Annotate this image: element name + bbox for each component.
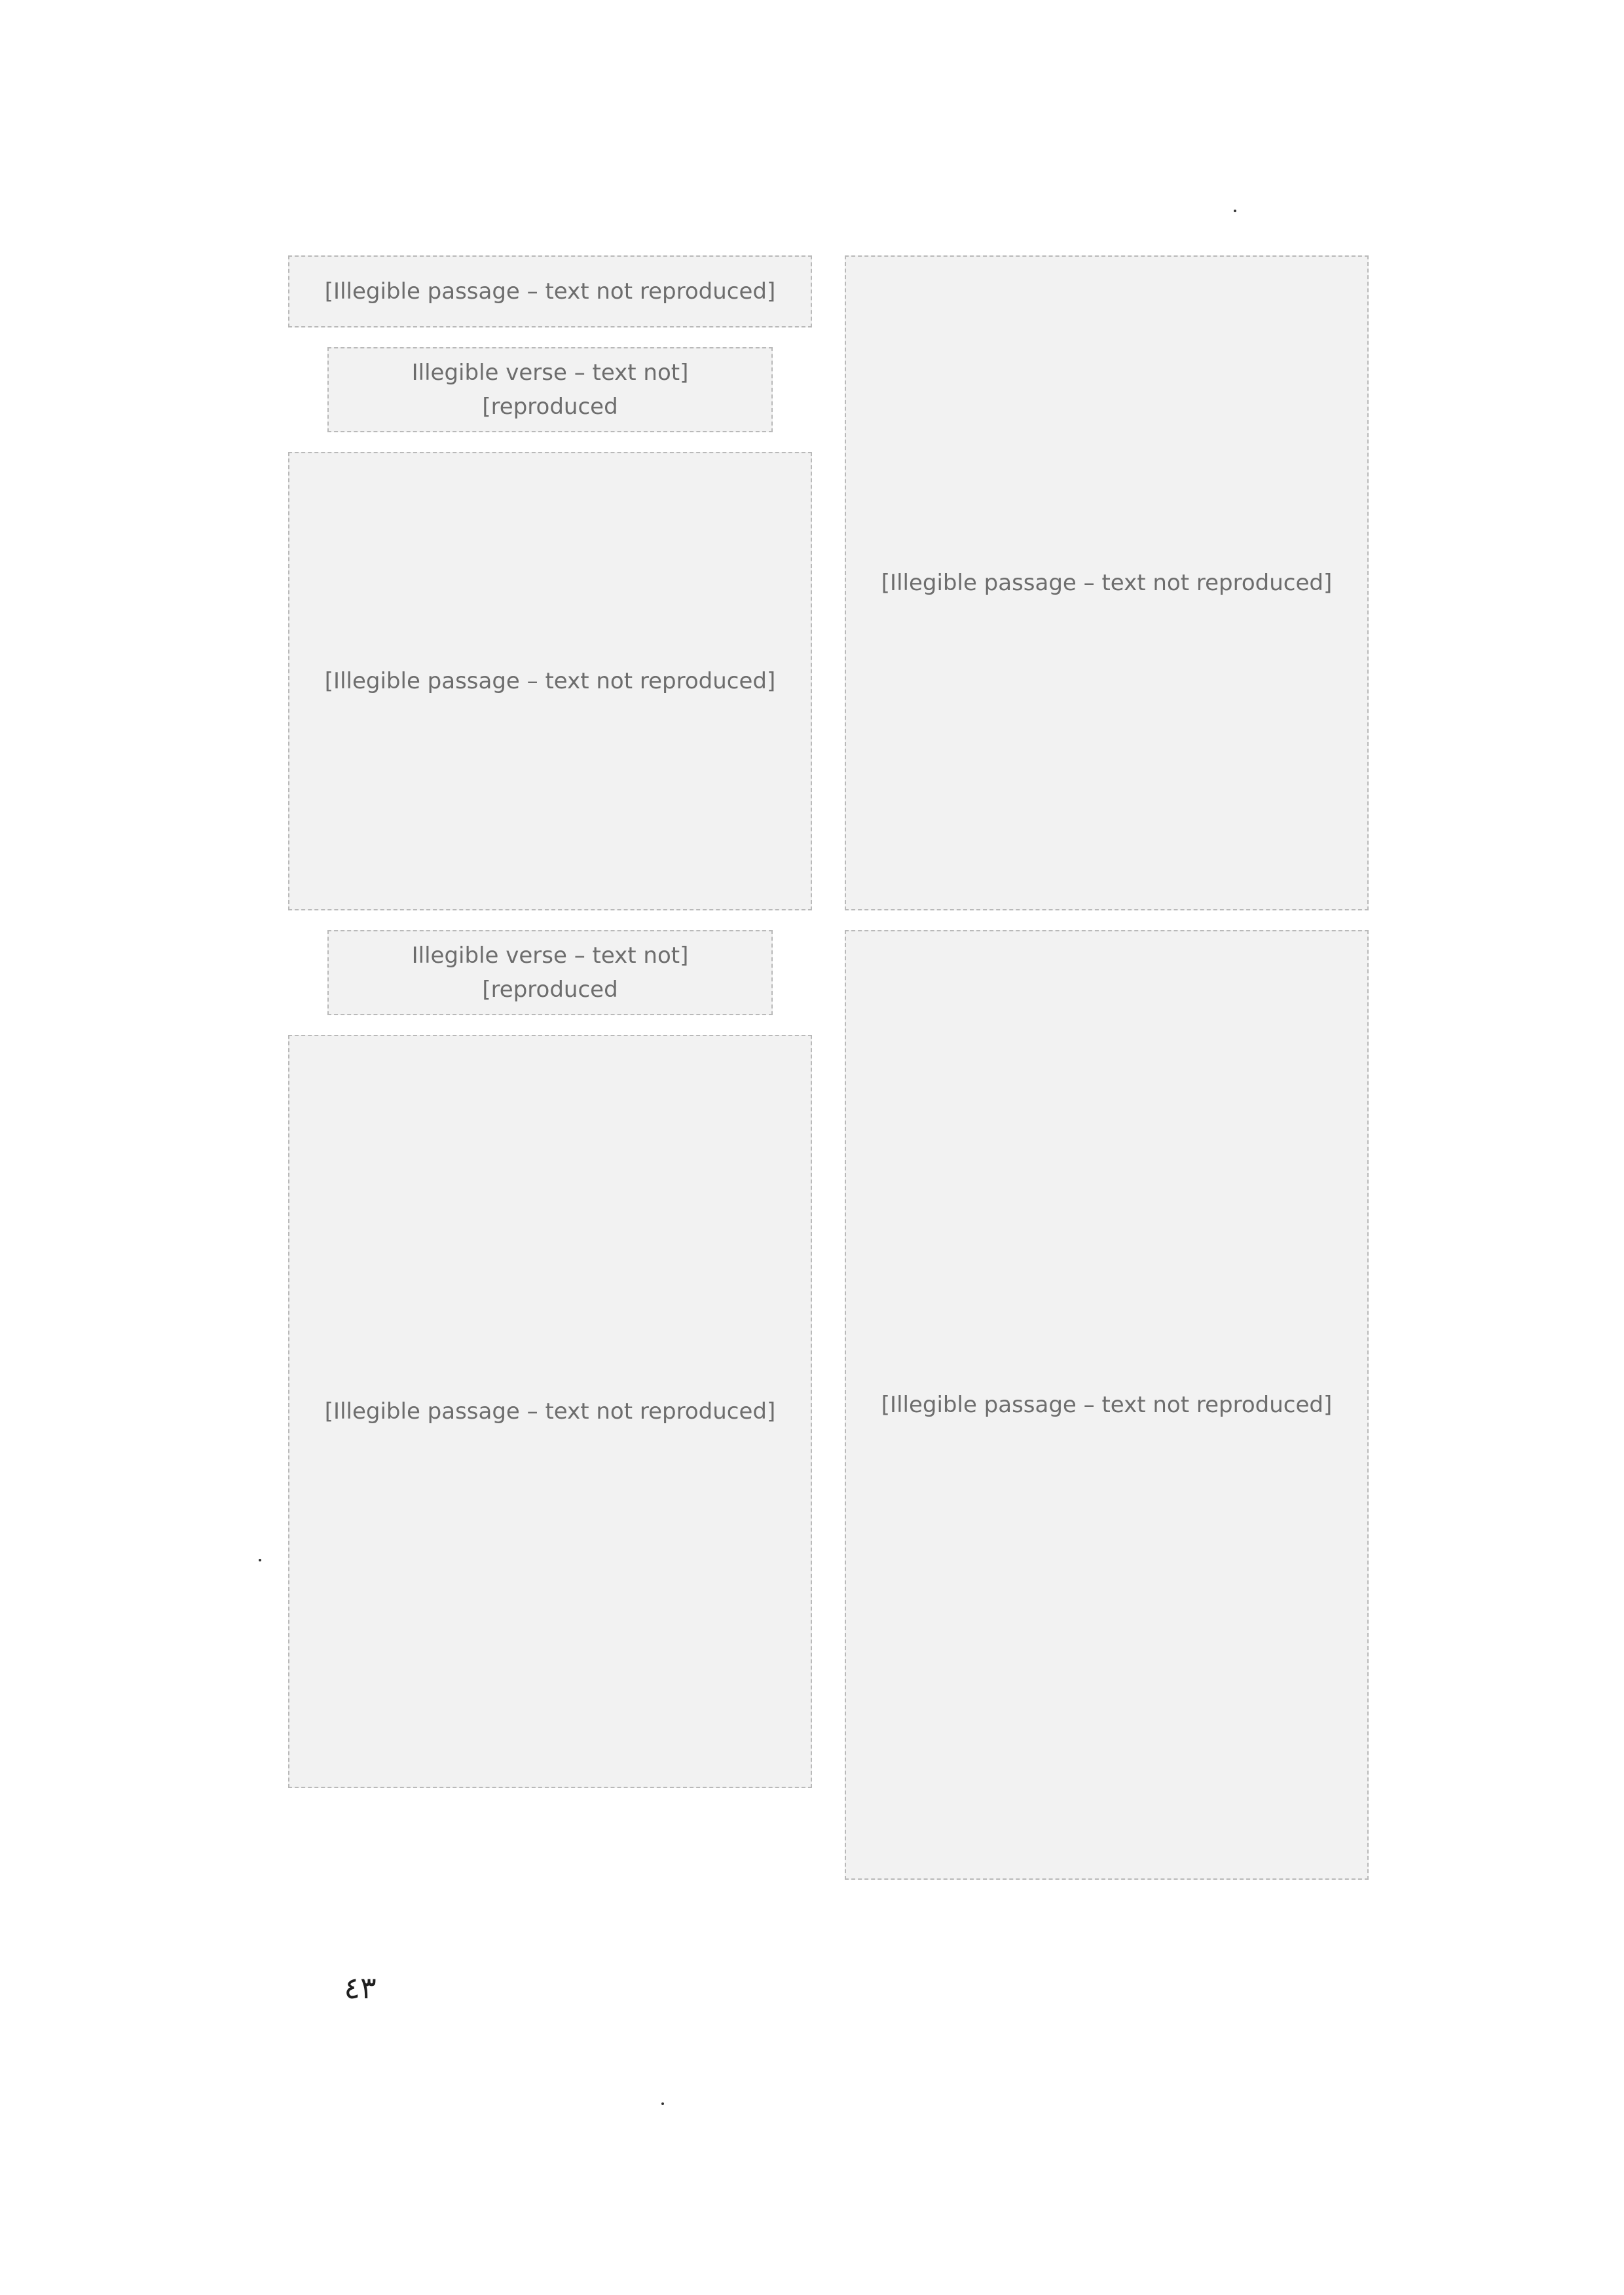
left-column-paragraph-3: [Illegible passage – text not reproduced] [288, 1035, 812, 1788]
verse-block-1: [Illegible verse – text not reproduced] [327, 347, 773, 432]
right-column-paragraph-1: [Illegible passage – text not reproduced] [845, 255, 1369, 910]
right-column [845, 255, 1369, 1926]
left-column-intro: [Illegible passage – text not reproduced] [288, 255, 812, 327]
page-number: ٤٣ [344, 1970, 377, 2006]
scan-speck [259, 1559, 261, 1561]
left-column-paragraph-2: [Illegible passage – text not reproduced] [288, 452, 812, 910]
left-column [288, 255, 812, 1926]
verse-block-2: [Illegible verse – text not reproduced] [327, 930, 773, 1015]
scan-speck [1234, 210, 1236, 212]
right-column-paragraph-2: [Illegible passage – text not reproduced] [845, 930, 1369, 1880]
scan-speck [661, 2102, 664, 2105]
